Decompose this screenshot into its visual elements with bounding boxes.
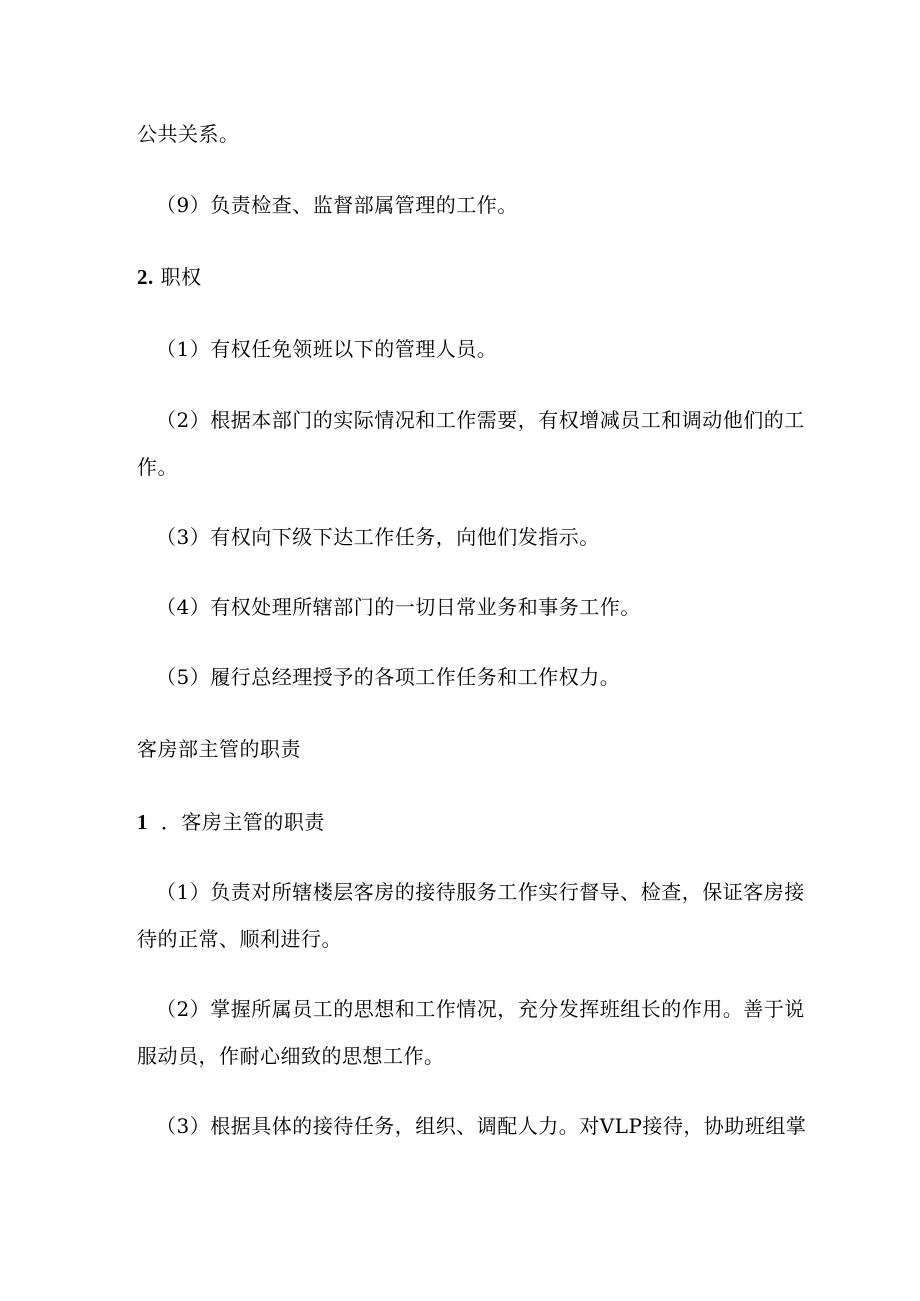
text-line (137, 927, 797, 951)
line-text: 客房部主管的职责 (137, 737, 301, 761)
list-item (156, 408, 816, 432)
line-text: （3）根据具体的接待任务，组织、调配人力。对VLP接待，协助班组掌 (156, 1114, 807, 1138)
line-text: （1）有权任免领班以下的管理人员。 (156, 337, 498, 361)
line-text: 待的正常、顺利进行。 (137, 927, 342, 951)
line-text: （2）根据本部门的实际情况和工作需要，有权增减员工和调动他们的工 (156, 408, 805, 432)
section-heading (137, 810, 797, 834)
line-text: （9）负责检查、监督部属管理的工作。 (156, 193, 518, 217)
list-item (156, 665, 816, 689)
list-item (156, 1114, 816, 1138)
text-line (137, 1044, 797, 1068)
line-text: （1）负责对所辖楼层客房的接待服务工作实行督导、检查，保证客房接 (156, 880, 805, 904)
text-line (137, 122, 797, 146)
list-item (156, 997, 816, 1021)
section-title (137, 737, 797, 761)
section-heading (137, 265, 797, 289)
text-line (137, 455, 797, 479)
line-text: （2）掌握所属员工的思想和工作情况，充分发挥班组长的作用。善于说 (156, 997, 805, 1021)
heading-text: 职权 (160, 265, 202, 289)
list-item (156, 595, 816, 619)
line-text: 服动员，作耐心细致的思想工作。 (137, 1044, 445, 1068)
line-text: 作。 (137, 455, 178, 479)
list-item (156, 337, 816, 361)
list-item (156, 880, 816, 904)
line-text: （3）有权向下级下达工作任务，向他们发指示。 (156, 525, 600, 549)
line-text: （5）履行总经理授予的各项工作任务和工作权力。 (156, 665, 621, 689)
line-text: 公共关系。 (137, 122, 240, 146)
heading-number: 1 (137, 810, 148, 834)
line-text: （4）有权处理所辖部门的一切日常业务和事务工作。 (156, 595, 641, 619)
list-item (156, 525, 816, 549)
list-item (156, 193, 816, 217)
heading-text: ．客房主管的职责 (160, 810, 325, 834)
heading-number: 2. (137, 265, 154, 289)
